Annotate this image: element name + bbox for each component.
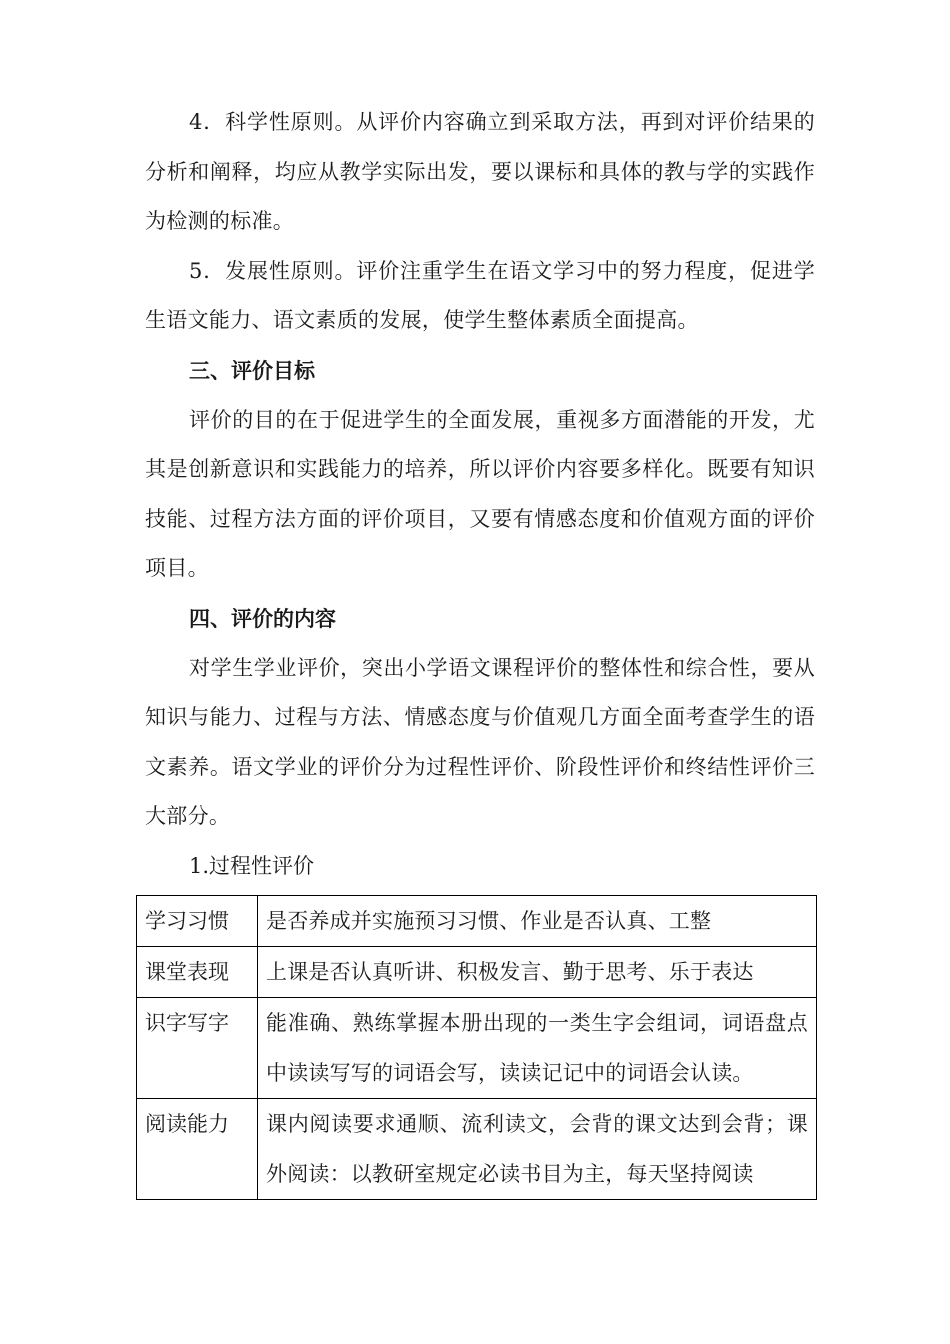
heading-evaluation-content: 四、评价的内容	[189, 605, 336, 631]
heading-evaluation-goals: 三、评价目标	[189, 357, 315, 383]
table-cell-description: 上课是否认真听讲、积极发言、勤于思考、乐于表达	[258, 947, 817, 998]
paragraph-evaluation-content: 对学生学业评价，突出小学语文课程评价的整体性和综合性，要从知识与能力、过程与方法、情感态度与价值观几方面全面考查学生的语文素养。语文学业的评价分为过程性评价、阶段性评价和终结性评价三大部分。	[145, 655, 815, 829]
table-cell-label: 识字写字	[137, 998, 258, 1099]
table-cell-description: 能准确、熟练掌握本册出现的一类生字会组词，词语盘点中读读写写的词语会写，读读记记中的词语会认读。	[258, 998, 817, 1099]
paragraph-development-principle: 5．发展性原则。评价注重学生在语文学习中的努力程度，促进学生语文能力、语文素质的发展，使学生整体素质全面提高。	[145, 258, 815, 333]
table-row	[137, 896, 817, 947]
table-cell-label: 阅读能力	[137, 1099, 258, 1200]
table-cell-label: 课堂表现	[137, 947, 258, 998]
table-row	[137, 998, 817, 1099]
process-evaluation-table	[136, 895, 817, 1200]
subheading-process-evaluation: 1.过程性评价	[189, 853, 315, 878]
paragraph-scientific-principle: 4．科学性原则。从评价内容确立到采取方法，再到对评价结果的分析和阐释，均应从教学实际出发，要以课标和具体的教与学的实践作为检测的标准。	[145, 110, 815, 234]
paragraph-evaluation-goals: 评价的目的在于促进学生的全面发展，重视多方面潜能的开发，尤其是创新意识和实践能力的培养，所以评价内容要多样化。既要有知识技能、过程方法方面的评价项目，又要有情感态度和价值观方面的评价项目。	[145, 407, 815, 581]
table-row	[137, 1099, 817, 1200]
document-body	[145, 98, 815, 892]
table-cell-label: 学习习惯	[137, 896, 258, 947]
table-cell-description: 课内阅读要求通顺、流利读文，会背的课文达到会背；课外阅读：以教研室规定必读书目为主，每天坚持阅读	[258, 1099, 817, 1200]
table-row	[137, 947, 817, 998]
table-cell-description: 是否养成并实施预习习惯、作业是否认真、工整	[258, 896, 817, 947]
